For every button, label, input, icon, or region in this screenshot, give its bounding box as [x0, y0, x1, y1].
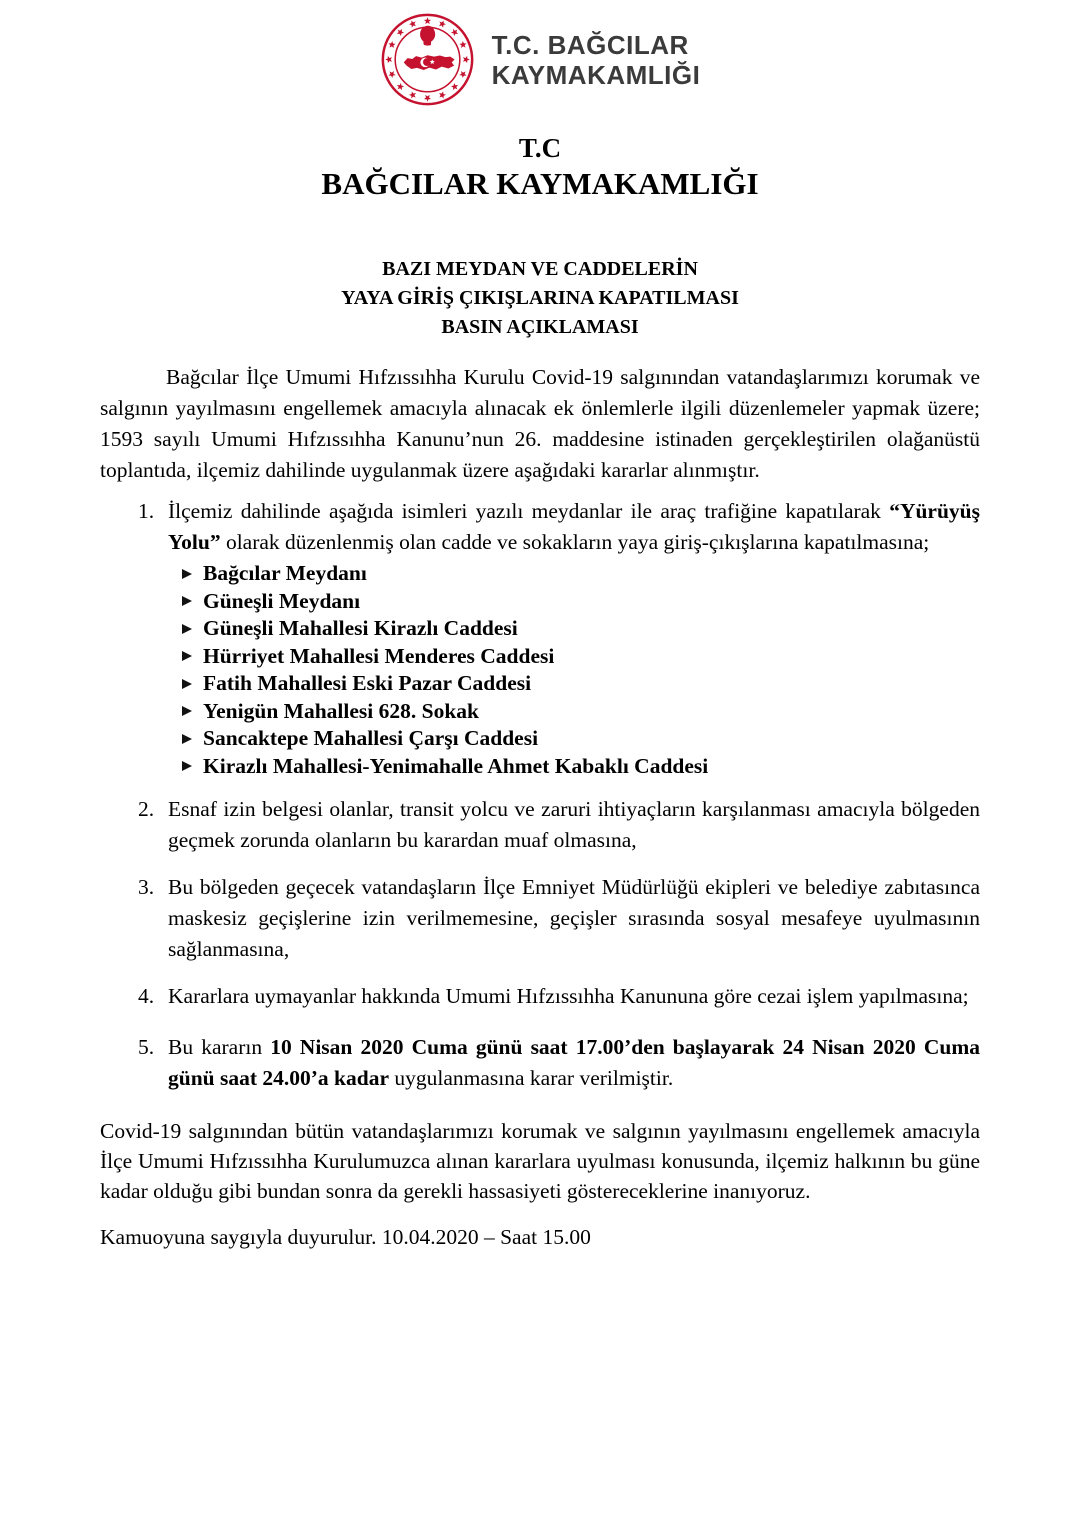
signoff-line: Kamuoyuna saygıyla duyurulur. 10.04.2020 – Saat 15.00: [100, 1225, 591, 1249]
arrow-bullet-icon: [182, 706, 192, 716]
street-list: [168, 560, 980, 780]
street-list-item: Hürriyet Mahallesi Menderes Caddesi: [182, 643, 980, 671]
decision-item-1: [138, 496, 980, 794]
date-range-bold: 10 Nisan 2020 Cuma günü saat 17.00’den başlayarak 24 Nisan 2020 Cuma günü saat 24.00’a kadar: [168, 1035, 981, 1090]
arrow-bullet-icon: [182, 651, 192, 661]
item-4-text: Kararlara uymayanlar hakkında Umumi Hıfzıssıhha Kanununa göre cezai işlem yapılmasına;: [168, 984, 969, 1008]
arrow-bullet-icon: [182, 596, 192, 606]
item-number: 2.: [138, 797, 155, 821]
walking-path-bold: “Yürüyüş Yolu”: [168, 499, 980, 554]
street-list-item: Bağcılar Meydanı: [182, 560, 980, 588]
subtitle-line1: BAZI MEYDAN VE CADDELERİN: [382, 258, 698, 280]
document-title: [0, 131, 1080, 203]
decision-item-3: [138, 872, 980, 965]
letterhead: [0, 0, 1080, 107]
street-list-item: Sancaktepe Mahallesi Çarşı Caddesi: [182, 725, 980, 753]
street-list-item: Güneşli Mahallesi Kirazlı Caddesi: [182, 615, 980, 643]
subtitle-line2: YAYA GİRİŞ ÇIKIŞLARINA KAPATILMASI: [341, 287, 739, 309]
street-list-item: Fatih Mahallesi Eski Pazar Caddesi: [182, 670, 980, 698]
logo-text-line2: KAYMAKAMLIĞI: [491, 59, 701, 90]
item-3-text: Bu bölgeden geçecek vatandaşların İlçe Emniyet Müdürlüğü ekipleri ve belediye zabıtasınca maskesiz geçişlerine izin verilmemesine, geçişler sırasında sosyal mesafeye uyulmasının sağlanmasına,: [168, 875, 980, 961]
logo-text-line1: T.C. BAĞCILAR: [491, 29, 689, 60]
item-number: 1.: [138, 499, 155, 523]
item-number: 4.: [138, 984, 155, 1008]
arrow-bullet-icon: [182, 679, 192, 689]
intro-paragraph: Bağcılar İlçe Umumi Hıfzıssıhha Kurulu Covid-19 salgınından vatandaşlarımızı korumak ve salgının yayılmasını engellemek amacıyla alınacak ek önlemlerle ilgili düzenlemeler yapmak üzere; 1593 sayılı Umumi Hıfzıssıhha Kanunu’nun 26. maddesine istinaden gerçekleştirilen olağanüstü toplantıda, ilçemiz dahilinde uygulanmak üzere aşağıdaki kararlar alınmıştır.: [100, 365, 980, 482]
tc-government-emblem-icon: [380, 12, 475, 107]
street-list-item: Kirazlı Mahallesi-Yenimahalle Ahmet Kabaklı Caddesi: [182, 753, 980, 781]
title-kaymakamlik: BAĞCILAR KAYMAKAMLIĞI: [321, 166, 759, 201]
decision-list: [138, 496, 980, 1094]
street-list-item: Güneşli Meydanı: [182, 588, 980, 616]
subtitle-line3: BASIN AÇIKLAMASI: [441, 316, 639, 338]
closing-paragraph: Covid-19 salgınından bütün vatandaşlarımızı korumak ve salgının yayılmasını engellemek amacıyla İlçe Umumi Hıfzıssıhha Kurulumuzca alınan kararlara uyulması konusunda, ilçemiz halkının bu güne kadar olduğu gibi bundan sonra da gerekli hassasiyeti göstereceklerine inanıyoruz.: [100, 1119, 980, 1203]
document-subtitle: [0, 255, 1080, 342]
logo-text: [492, 30, 701, 90]
item-1-text: İlçemiz dahilinde aşağıda isimleri yazılı meydanlar ile araç trafiğine kapatılarak “Yürüyüş Yolu” olarak düzenlenmiş olan cadde ve sokakların yaya giriş-çıkışlarına kapatılmasına;: [168, 499, 980, 554]
item-5-text: Bu kararın 10 Nisan 2020 Cuma günü saat 17.00’den başlayarak 24 Nisan 2020 Cuma günü saat 24.00’a kadar uygulanmasına karar verilmiştir.: [168, 1035, 981, 1090]
item-number: 3.: [138, 875, 155, 899]
item-2-text: Esnaf izin belgesi olanlar, transit yolcu ve zaruri ihtiyaçların karşılanması amacıyla bölgeden geçmek zorunda olanların bu karardan muaf olmasına,: [168, 797, 980, 852]
street-list-item: Yenigün Mahallesi 628. Sokak: [182, 698, 980, 726]
arrow-bullet-icon: [182, 624, 192, 634]
decision-item-2: [138, 794, 980, 856]
arrow-bullet-icon: [182, 569, 192, 579]
title-tc: T.C: [518, 133, 562, 163]
decision-item-4: [138, 981, 980, 1012]
arrow-bullet-icon: [182, 761, 192, 771]
item-number: 5.: [138, 1035, 155, 1059]
arrow-bullet-icon: [182, 734, 192, 744]
document-body: [100, 362, 980, 1253]
decision-item-5: [138, 1032, 980, 1094]
